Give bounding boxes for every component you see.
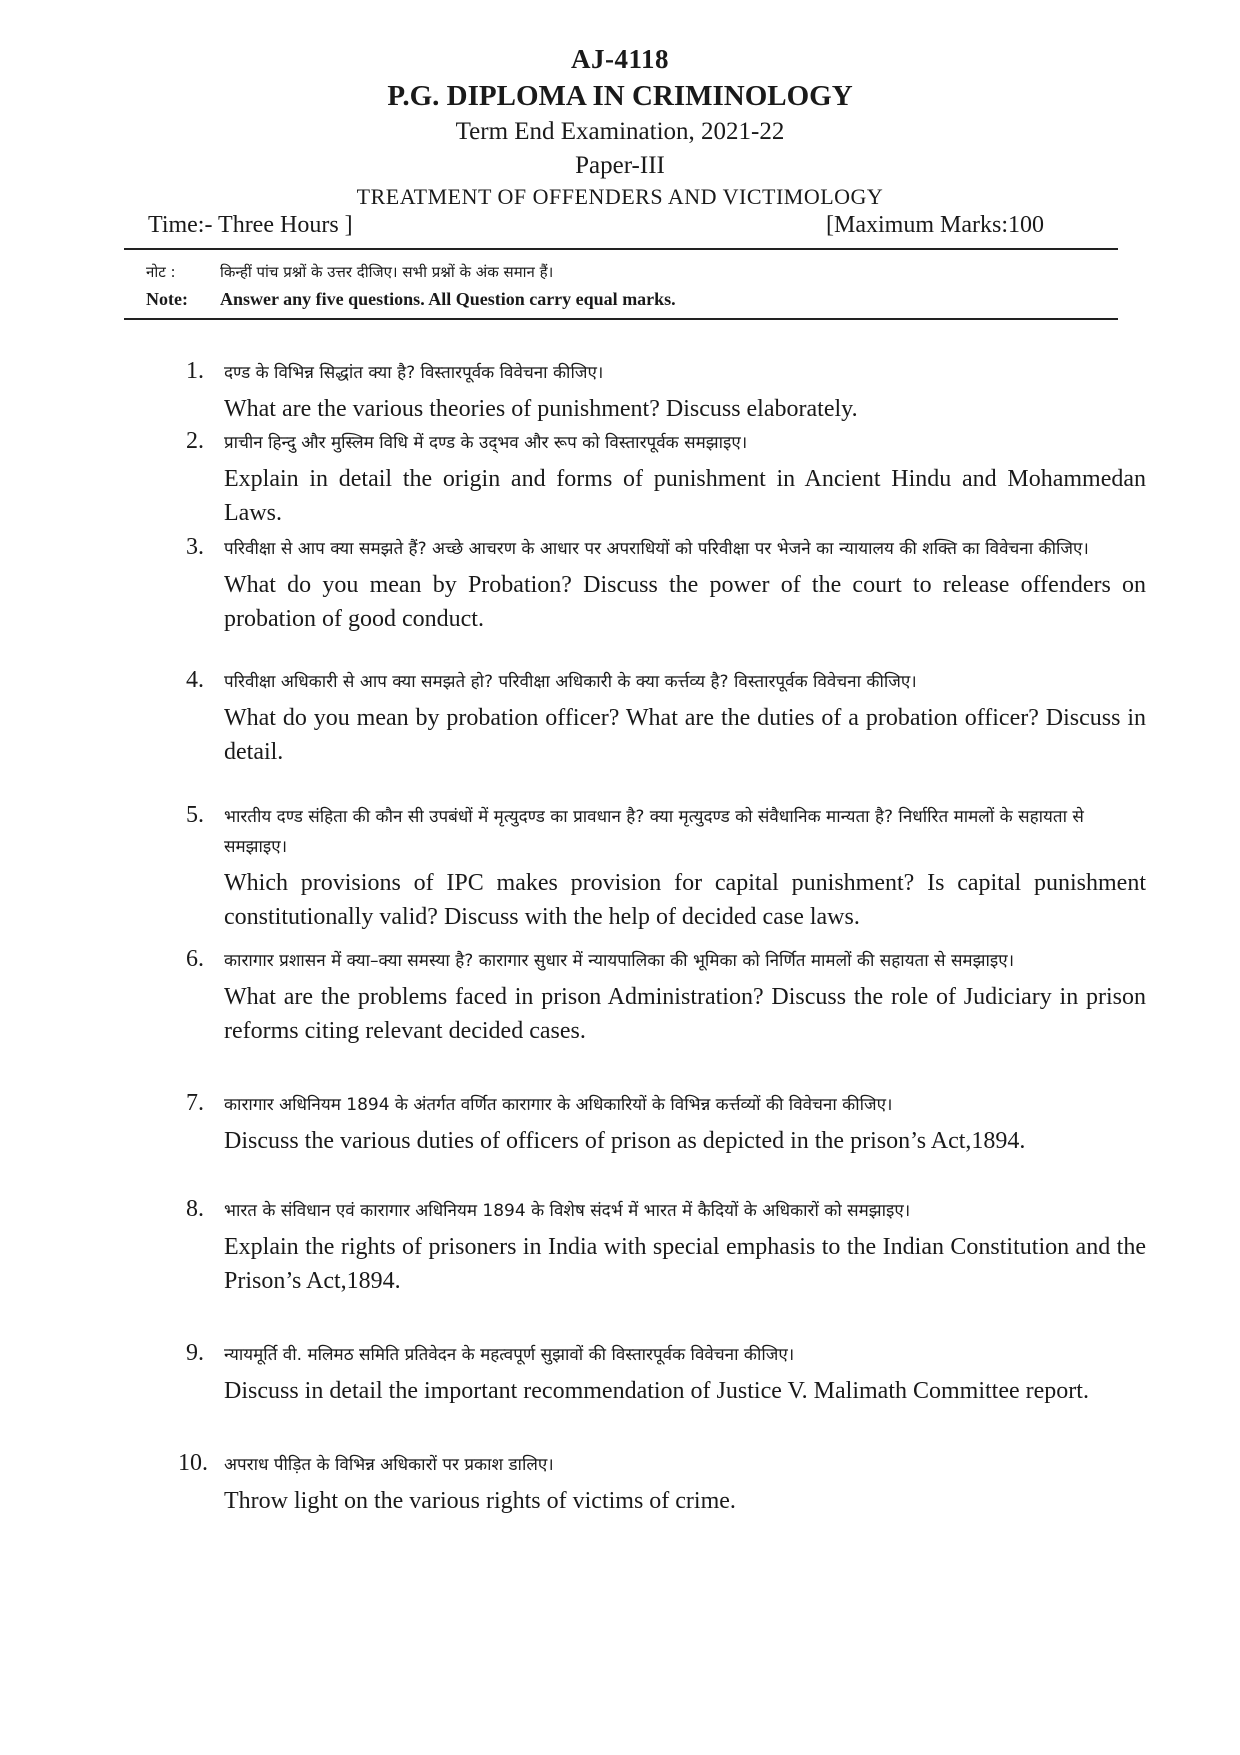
note-hindi-text: किन्हीं पांच प्रश्नों के उत्तर दीजिए। सभी प्रश्नों के अंक समान हैं। [220, 263, 554, 281]
question-4 [186, 667, 1146, 769]
question-number: 9. [186, 1340, 204, 1366]
note-hindi-label: नोट : [146, 263, 176, 281]
divider-bottom [124, 318, 1118, 320]
question-english: What do you mean by probation officer? What are the duties of a probation officer? Discuss in detail. [224, 705, 1146, 765]
exam-term: Term End Examination, 2021-22 [455, 118, 785, 145]
question-english: What are the various theories of punishment? Discuss elaborately. [224, 396, 858, 422]
question-hindi: प्राचीन हिन्दु और मुस्लिम विधि में दण्ड के उद्‍भव और रूप को विस्तारपूर्वक समझाइए। [224, 433, 748, 453]
question-6 [186, 946, 1146, 1048]
question-hindi: न्यायमूर्ति वी. मलिमठ समिति प्रतिवेदन के महत्वपूर्ण सुझावों की विस्तारपूर्वक विवेचना कीजिए। [224, 1345, 795, 1365]
paper-code: AJ-4118 [571, 44, 669, 74]
question-english: Explain in detail the origin and forms of punishment in Ancient Hindu and Mohammedan Laws. [224, 466, 1146, 526]
maximum-marks: [Maximum Marks:100 [826, 212, 1044, 238]
question-number: 7. [186, 1090, 204, 1116]
question-english: Discuss the various duties of officers of prison as depicted in the prison’s Act,1894. [224, 1128, 1026, 1154]
question-number: 4. [186, 667, 204, 693]
question-number: 8. [186, 1196, 204, 1222]
question-number: 3. [186, 534, 204, 560]
question-number: 2. [186, 428, 204, 454]
question-number: 6. [186, 946, 204, 972]
note-english-label: Note: [146, 289, 188, 309]
question-number: 5. [186, 802, 204, 828]
question-7 [186, 1090, 1146, 1158]
question-hindi: परिवीक्षा अधिकारी से आप क्या समझते हो? परिवीक्षा अधिकारी के क्या कर्त्तव्य है? विस्तारपूर्वक विवेचना कीजिए। [224, 672, 917, 692]
paper-number: Paper-III [575, 152, 665, 179]
question-hindi: दण्ड के विभिन्न सिद्धांत क्या है? विस्तारपूर्वक विवेचना कीजिए। [224, 363, 604, 383]
question-number: 10. [178, 1450, 208, 1476]
question-hindi: भारतीय दण्ड संहिता की कौन सी उपबंधों में मृत्युदण्ड का प्रावधान है? क्या मृत्युदण्ड को संवैधानिक मान्यता है? निर्धारित मामलों के सहायता से समझाइए। [224, 807, 1084, 857]
question-10 [178, 1450, 1146, 1518]
question-8 [186, 1196, 1146, 1298]
question-english: Throw light on the various rights of victims of crime. [224, 1488, 736, 1514]
question-hindi: भारत के संविधान एवं कारागार अधिनियम 1894 के विशेष संदर्भ में भारत में कैदियों के अधिकारों को समझाइए। [224, 1201, 911, 1221]
note-hindi [146, 262, 553, 282]
question-hindi: कारागार अधिनियम 1894 के अंतर्गत वर्णित कारागार के अधिकारियों के विभिन्न कर्त्तव्यों की विवेचना कीजिए। [224, 1095, 893, 1115]
question-hindi: कारागार प्रशासन में क्या–क्या समस्या है? कारागार सुधार में न्यायपालिका की भूमिका को निर्णित मामलों की सहायता से समझाइए। [224, 951, 1015, 971]
subject-title: TREATMENT OF OFFENDERS AND VICTIMOLOGY [356, 184, 884, 209]
divider-top [124, 248, 1118, 250]
question-number: 1. [186, 358, 204, 384]
question-1 [186, 358, 1146, 426]
question-english: Discuss in detail the important recommendation of Justice V. Malimath Committee report. [224, 1378, 1089, 1404]
note-english [146, 289, 676, 310]
course-title: P.G. DIPLOMA IN CRIMINOLOGY [387, 80, 853, 112]
question-english: What are the problems faced in prison Administration? Discuss the role of Judiciary in prison reforms citing relevant decided cases. [224, 984, 1146, 1044]
time-allowed: Time:- Three Hours ] [148, 212, 353, 238]
question-9 [186, 1340, 1146, 1408]
question-2 [186, 428, 1146, 530]
question-3 [186, 534, 1146, 636]
question-english: What do you mean by Probation? Discuss the power of the court to release offenders on probation of good conduct. [224, 572, 1146, 632]
question-hindi: अपराध पीड़ित के विभिन्न अधिकारों पर प्रकाश डालिए। [224, 1455, 554, 1475]
question-english: Which provisions of IPC makes provision for capital punishment? Is capital punishment constitutionally valid? Discuss with the help of decided case laws. [224, 870, 1146, 930]
question-english: Explain the rights of prisoners in India with special emphasis to the Indian Constitution and the Prison’s Act,1894. [224, 1234, 1146, 1294]
question-5 [186, 802, 1146, 934]
question-hindi: परिवीक्षा से आप क्या समझते हैं? अच्छे आचरण के आधार पर अपराधियों को परिवीक्षा पर भेजने का न्यायालय की शक्ति का विवेचना कीजिए। [224, 539, 1089, 559]
note-english-text: Answer any five questions. All Question carry equal marks. [220, 289, 676, 309]
